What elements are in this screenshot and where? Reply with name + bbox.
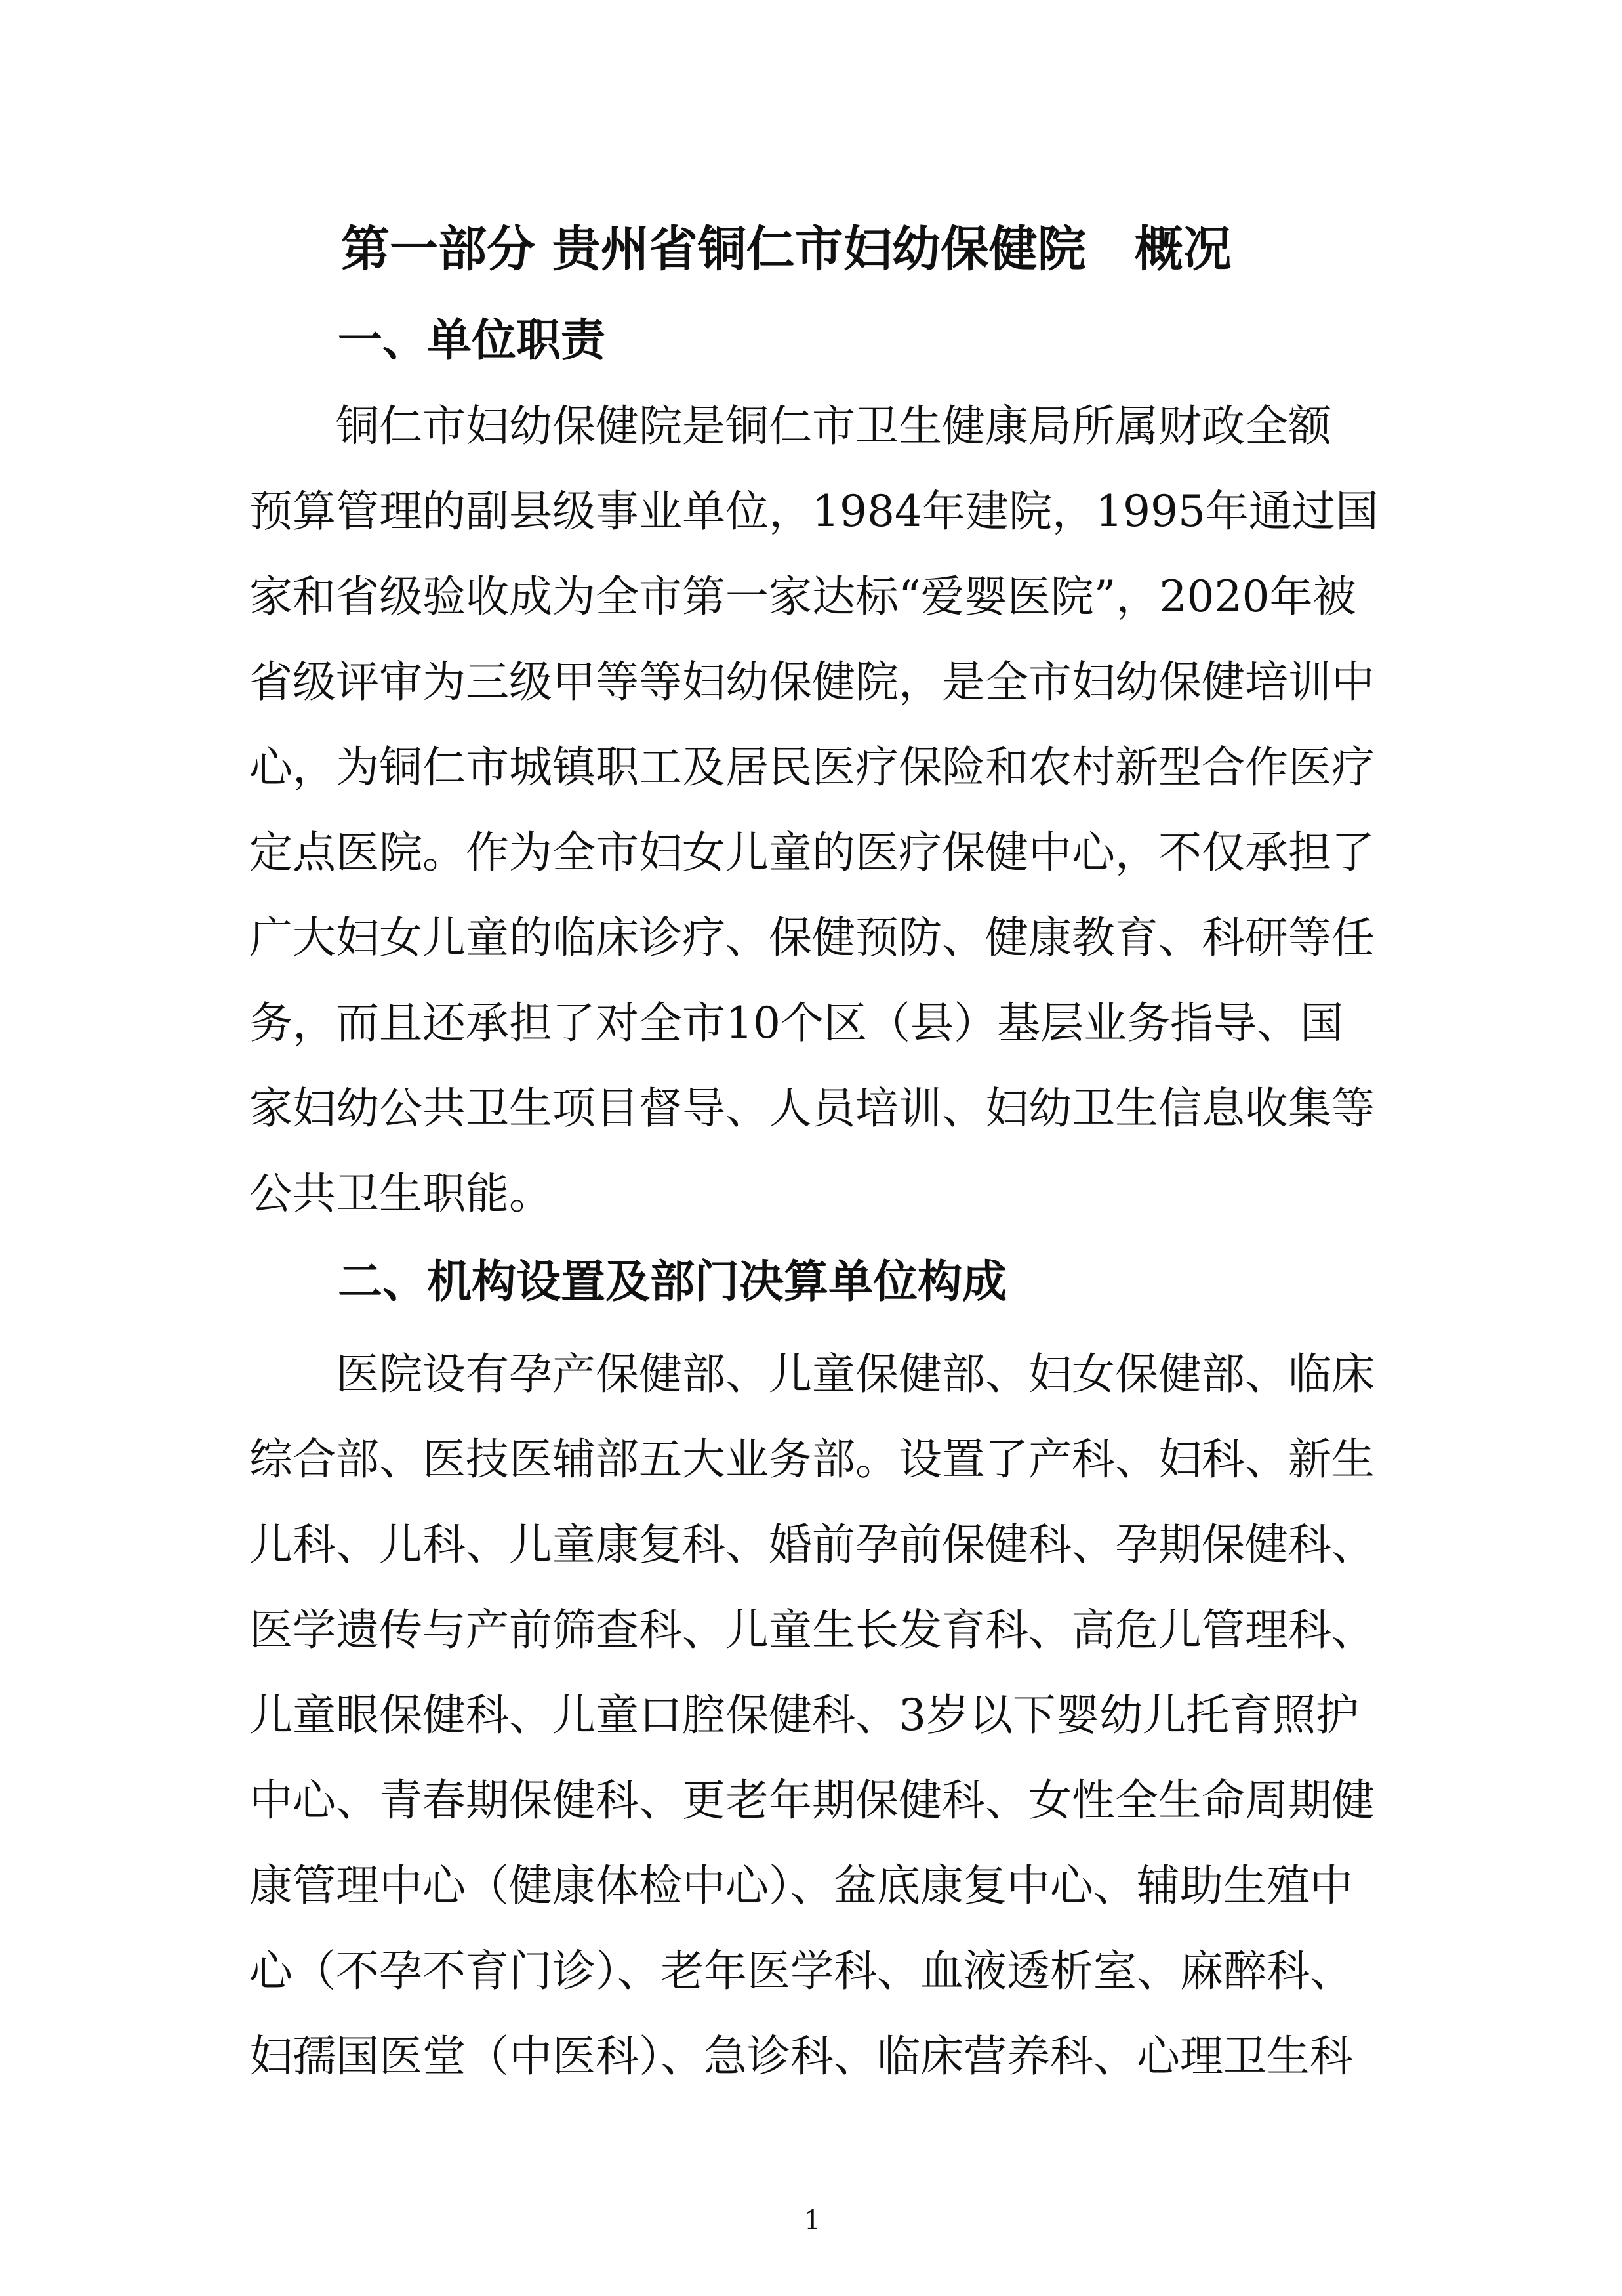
- paragraph-line: 铜仁市妇幼保健院是铜仁市卫生健康局所属财政全额: [249, 401, 1331, 451]
- paragraph-line: 广大妇女儿童的临床诊疗、保健预防、健康教育、科研等任: [249, 912, 1375, 963]
- section-heading-organization: 二、机构设置及部门决算单位构成: [338, 1256, 1007, 1308]
- paragraph-line: 家妇幼公共卫生项目督导、人员培训、妇幼卫生信息收集等: [249, 1083, 1375, 1134]
- section-heading-unit-duties: 一、单位职责: [338, 315, 606, 367]
- paragraph-line: 妇孺国医堂（中医科）、急诊科、临床营养科、心理卫生科: [249, 2031, 1353, 2081]
- paragraph-line: 定点医院。作为全市妇女儿童的医疗保健中心，不仅承担了: [249, 827, 1375, 878]
- paragraph-line: 务，而且还承担了对全市10个区（县）基层业务指导、国: [249, 998, 1343, 1048]
- paragraph-line: 综合部、医技医辅部五大业务部。设置了产科、妇科、新生: [249, 1434, 1375, 1485]
- paragraph-line: 预算管理的副县级事业单位，1984年建院，1995年通过国: [249, 486, 1379, 537]
- paragraph-line: 省级评审为三级甲等等妇幼保健院，是全市妇幼保健培训中: [249, 657, 1375, 707]
- document-title: 第一部分 贵州省铜仁市妇幼保健院 概况: [341, 221, 1232, 277]
- paragraph-line: 康管理中心（健康体检中心）、盆底康复中心、辅助生殖中: [249, 1860, 1353, 1911]
- paragraph-line: 医学遗传与产前筛查科、儿童生长发育科、高危儿管理科、: [249, 1605, 1375, 1655]
- paragraph-line: 家和省级验收成为全市第一家达标“爱婴医院”，2020年被: [249, 571, 1356, 622]
- page-number: 1: [804, 2205, 821, 2236]
- paragraph-line: 心，为铜仁市城镇职工及居民医疗保险和农村新型合作医疗: [249, 742, 1375, 792]
- paragraph-line: 公共卫生职能。: [249, 1168, 552, 1219]
- paragraph-line: 中心、青春期保健科、更老年期保健科、女性全生命周期健: [249, 1775, 1375, 1826]
- paragraph-line: 儿科、儿科、儿童康复科、婚前孕前保健科、孕期保健科、: [249, 1519, 1375, 1570]
- paragraph-line: 医院设有孕产保健部、儿童保健部、妇女保健部、临床: [249, 1349, 1375, 1399]
- paragraph-line: 儿童眼保健科、儿童口腔保健科、3岁以下婴幼儿托育照护: [249, 1690, 1359, 1740]
- paragraph-line: 心（不孕不育门诊）、老年医学科、血液透析室、麻醉科、: [249, 1946, 1353, 1996]
